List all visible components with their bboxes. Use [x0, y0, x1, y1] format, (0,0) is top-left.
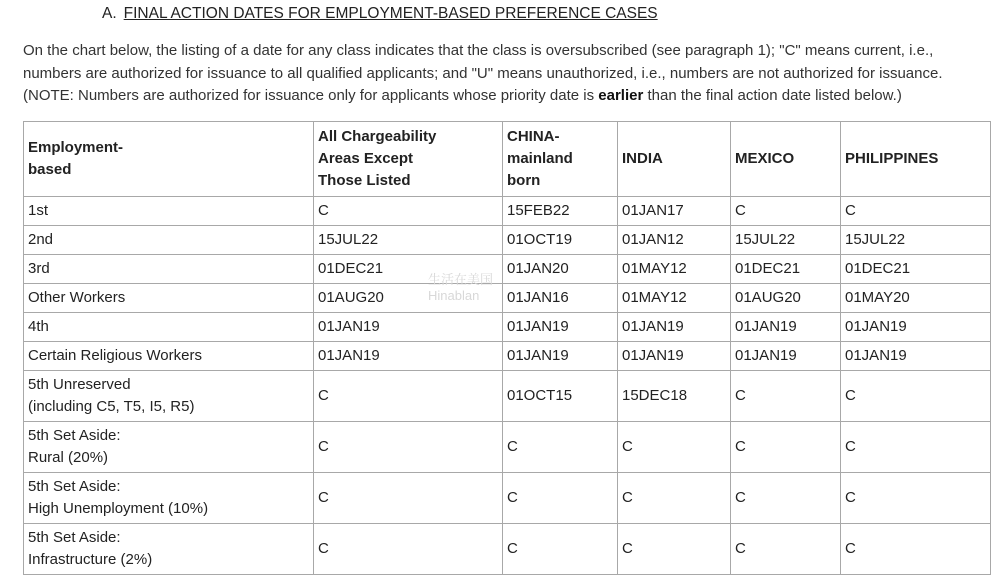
intro-text-1: On the chart below, the listing of a date for any class indicates that the class is oversubscribed (see paragraph 1); "C" means current, i.e., numbers are authorized for issuance to all qualified applicants; and "U" means unauthorized, i.e., numbers are not authorized for issuance. (NOTE: Numbers are authorized for issuance only for applicants whose priority date is: [23, 42, 943, 104]
date-cell: 01JAN20: [503, 255, 618, 284]
header-employment-based: [24, 122, 314, 197]
date-cell: C: [841, 524, 991, 575]
header-line: INDIA: [622, 150, 663, 167]
date-cell: C: [618, 422, 731, 473]
date-cell: 01JAN19: [503, 313, 618, 342]
table-row: [24, 524, 991, 575]
table-body: [24, 197, 991, 575]
date-cell: 01AUG20: [731, 284, 841, 313]
date-cell: C: [314, 371, 503, 422]
header-all-chargeability: [314, 122, 503, 197]
header-line: mainland: [507, 150, 573, 167]
date-cell: 01JAN19: [618, 342, 731, 371]
header-line: PHILIPPINES: [845, 150, 939, 167]
date-cell: C: [503, 524, 618, 575]
date-cell: C: [731, 473, 841, 524]
date-cell: 01DEC21: [731, 255, 841, 284]
date-cell: C: [314, 473, 503, 524]
section-heading: [102, 5, 658, 23]
final-action-dates-table: [23, 121, 991, 575]
category-label: Infrastructure (2%): [28, 551, 153, 568]
header-line: MEXICO: [735, 150, 795, 167]
table-row: [24, 226, 991, 255]
table-row: [24, 313, 991, 342]
category-cell: [24, 371, 314, 422]
date-cell: 01OCT15: [503, 371, 618, 422]
category-label: 2nd: [28, 231, 54, 248]
date-cell: 01JAN19: [731, 342, 841, 371]
watermark-line2: Hinablan: [428, 288, 480, 303]
category-cell: [24, 342, 314, 371]
date-cell: 01JAN19: [841, 342, 991, 371]
category-label: Other Workers: [28, 289, 126, 306]
header-line: Employment-: [28, 139, 124, 156]
date-cell: C: [314, 422, 503, 473]
date-cell: C: [841, 473, 991, 524]
table-row: [24, 284, 991, 313]
date-cell: 15JUL22: [314, 226, 503, 255]
date-cell: C: [503, 422, 618, 473]
category-label: 5th Set Aside:: [28, 478, 121, 495]
header-line: born: [507, 172, 541, 189]
date-cell: 01JAN19: [618, 313, 731, 342]
date-cell: 01JAN19: [503, 342, 618, 371]
date-cell: 15JUL22: [731, 226, 841, 255]
table-row: [24, 255, 991, 284]
date-cell: 01JAN19: [314, 313, 503, 342]
table-row: [24, 422, 991, 473]
header-mexico: [731, 122, 841, 197]
date-cell: 01DEC21: [841, 255, 991, 284]
date-cell: C: [731, 422, 841, 473]
date-cell: C: [731, 197, 841, 226]
category-cell: [24, 524, 314, 575]
date-cell: 01OCT19: [503, 226, 618, 255]
header-china: [503, 122, 618, 197]
date-cell: C: [314, 197, 503, 226]
date-cell: C: [731, 371, 841, 422]
category-label: Certain Religious Workers: [28, 347, 202, 364]
date-cell: 01JAN16: [503, 284, 618, 313]
intro-text-2: than the final action date listed below.): [643, 87, 902, 104]
date-cell: 15JUL22: [841, 226, 991, 255]
header-line: CHINA-: [507, 128, 560, 145]
intro-bold-word: earlier: [598, 87, 644, 104]
date-cell: C: [618, 524, 731, 575]
date-cell: 01JAN12: [618, 226, 731, 255]
date-cell: C: [841, 197, 991, 226]
date-cell: 01JAN19: [314, 342, 503, 371]
header-india: [618, 122, 731, 197]
category-label: 5th Unreserved: [28, 376, 131, 393]
header-line: Areas Except: [318, 150, 414, 167]
category-label: 1st: [28, 202, 49, 219]
date-cell: C: [618, 473, 731, 524]
category-cell: [24, 197, 314, 226]
category-cell: [24, 255, 314, 284]
date-cell: 01MAY20: [841, 284, 991, 313]
category-label: 3rd: [28, 260, 50, 277]
intro-paragraph: [23, 40, 983, 108]
date-cell: C: [503, 473, 618, 524]
category-cell: [24, 473, 314, 524]
category-cell: [24, 284, 314, 313]
table-row: [24, 197, 991, 226]
date-cell: C: [731, 524, 841, 575]
section-letter: A.: [102, 5, 117, 22]
table-row: [24, 371, 991, 422]
table-row: [24, 342, 991, 371]
date-cell: 01JAN19: [841, 313, 991, 342]
date-cell: C: [841, 422, 991, 473]
category-label: Rural (20%): [28, 449, 109, 466]
category-cell: [24, 422, 314, 473]
category-label: 5th Set Aside:: [28, 427, 121, 444]
watermark-line1: 生活在美国: [428, 272, 494, 287]
category-cell: [24, 313, 314, 342]
category-label: High Unemployment (10%): [28, 500, 209, 517]
date-cell: 15FEB22: [503, 197, 618, 226]
section-title: FINAL ACTION DATES FOR EMPLOYMENT-BASED PREFERENCE CASES: [123, 5, 658, 22]
date-cell: 01DEC21: [314, 255, 503, 284]
date-cell: 01JAN17: [618, 197, 731, 226]
category-label: (including C5, T5, I5, R5): [28, 398, 195, 415]
category-label: 4th: [28, 318, 49, 335]
date-cell: C: [841, 371, 991, 422]
header-line: All Chargeability: [318, 128, 437, 145]
header-philippines: [841, 122, 991, 197]
table-header-row: [24, 122, 991, 197]
date-cell: 01JAN19: [731, 313, 841, 342]
category-cell: [24, 226, 314, 255]
date-cell: 15DEC18: [618, 371, 731, 422]
date-cell: 01AUG20: [314, 284, 503, 313]
table-row: [24, 473, 991, 524]
header-line: Those Listed: [318, 172, 411, 189]
date-cell: C: [314, 524, 503, 575]
header-line: based: [28, 161, 72, 178]
date-cell: 01MAY12: [618, 255, 731, 284]
date-cell: 01MAY12: [618, 284, 731, 313]
category-label: 5th Set Aside:: [28, 529, 121, 546]
